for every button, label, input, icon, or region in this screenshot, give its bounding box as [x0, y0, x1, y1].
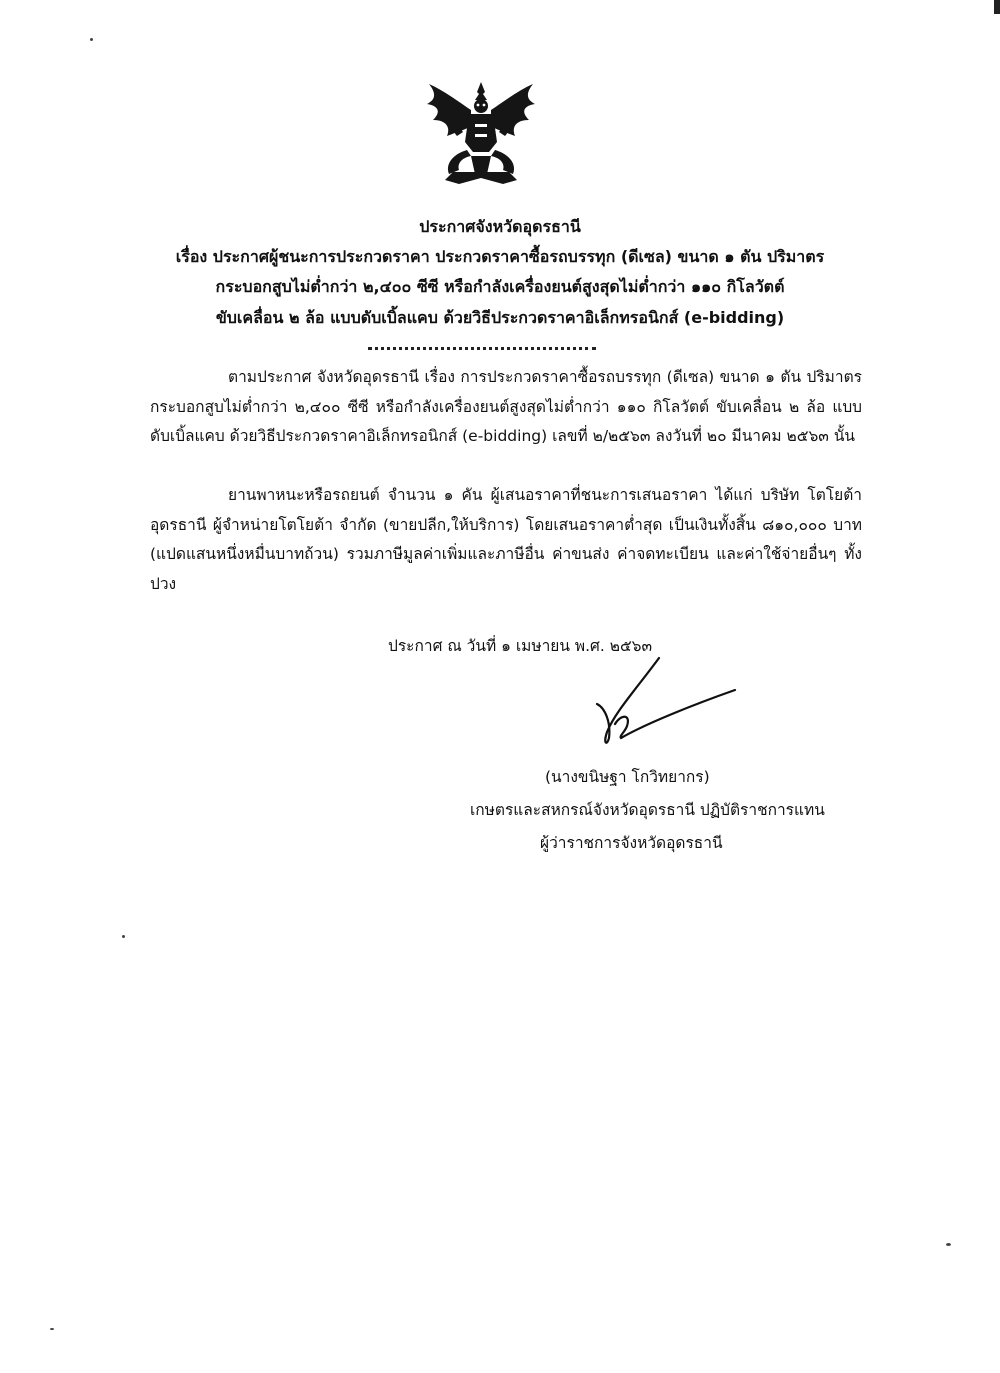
subject-line-2: กระบอกสูบไม่ต่ำกว่า ๒,๔๐๐ ซีซี หรือกำลังเครื่องยนต์สูงสุดไม่ต่ำกว่า ๑๑๐ กิโลวัตต์ [215, 277, 785, 296]
signatory-name: (นางขนิษฐา โกวิทยากร) [545, 768, 710, 786]
scan-edge-mark [994, 0, 1000, 14]
body-paragraph-2 [150, 481, 862, 599]
subject-line-3: ขับเคลื่อน ๒ ล้อ แบบดับเบิ้ลแคบ ด้วยวิธีประกวดราคาอิเล็กทรอนิกส์ (e-bidding) [215, 308, 785, 327]
body-paragraph-1 [150, 363, 862, 452]
paragraph-2-text: ยานพาหนะหรือรถยนต์ จำนวน ๑ คัน ผู้เสนอราคาที่ชนะการเสนอราคา ได้แก่ บริษัท โตโยต้าอุดรธานี ผู้จำหน่ายโตโยต้า จำกัด (ขายปลีก,ให้บริการ) โดยเสนอราคาต่ำสุด เป็นเงินทั้งสิ้น ๘๑๐,๐๐๐ บาท (แปดแสนหนึ่งหมื่นบาทถ้วน) รวมภาษีมูลค่าเพิ่มและภาษีอื่น ค่าขนส่ง ค่าจดทะเบียน และค่าใช้จ่ายอื่นๆ ทั้งปวง [150, 486, 862, 593]
announcement-title: ประกาศจังหวัดอุดรธานี [419, 217, 581, 236]
dotted-divider [368, 347, 596, 350]
signatory-title-line-1: เกษตรและสหกรณ์จังหวัดอุดรธานี ปฏิบัติราชการแทน [470, 801, 825, 819]
garuda-emblem-icon [423, 80, 539, 188]
scan-speck [90, 38, 93, 41]
scan-speck [122, 935, 125, 938]
announcement-date: ประกาศ ณ วันที่ ๑ เมษายน พ.ศ. ๒๕๖๓ [388, 637, 653, 655]
scan-speck [946, 1243, 951, 1246]
paragraph-1-text: ตามประกาศ จังหวัดอุดรธานี เรื่อง การประกวดราคาซื้อรถบรรทุก (ดีเซล) ขนาด ๑ ตัน ปริมาตรกระบอกสูบไม่ต่ำกว่า ๒,๔๐๐ ซีซี หรือกำลังเครื่องยนต์สูงสุดไม่ต่ำกว่า ๑๑๐ กิโลวัตต์ ขับเคลื่อน ๒ ล้อ แบบดับเบิ้ลแคบ ด้วยวิธีประกวดราคาอิเล็กทรอนิกส์ (e-bidding) เลขที่ ๒/๒๕๖๓ ลงวันที่ ๒๐ มีนาคม ๒๕๖๓ นั้น [150, 368, 862, 445]
signatory-title-line-2: ผู้ว่าราชการจังหวัดอุดรธานี [540, 834, 723, 852]
handwritten-signature [585, 652, 745, 752]
scan-speck [50, 1328, 54, 1330]
subject-line-1: เรื่อง ประกาศผู้ชนะการประกวดราคา ประกวดราคาซื้อรถบรรทุก (ดีเซล) ขนาด ๑ ตัน ปริมาตร [175, 247, 825, 266]
